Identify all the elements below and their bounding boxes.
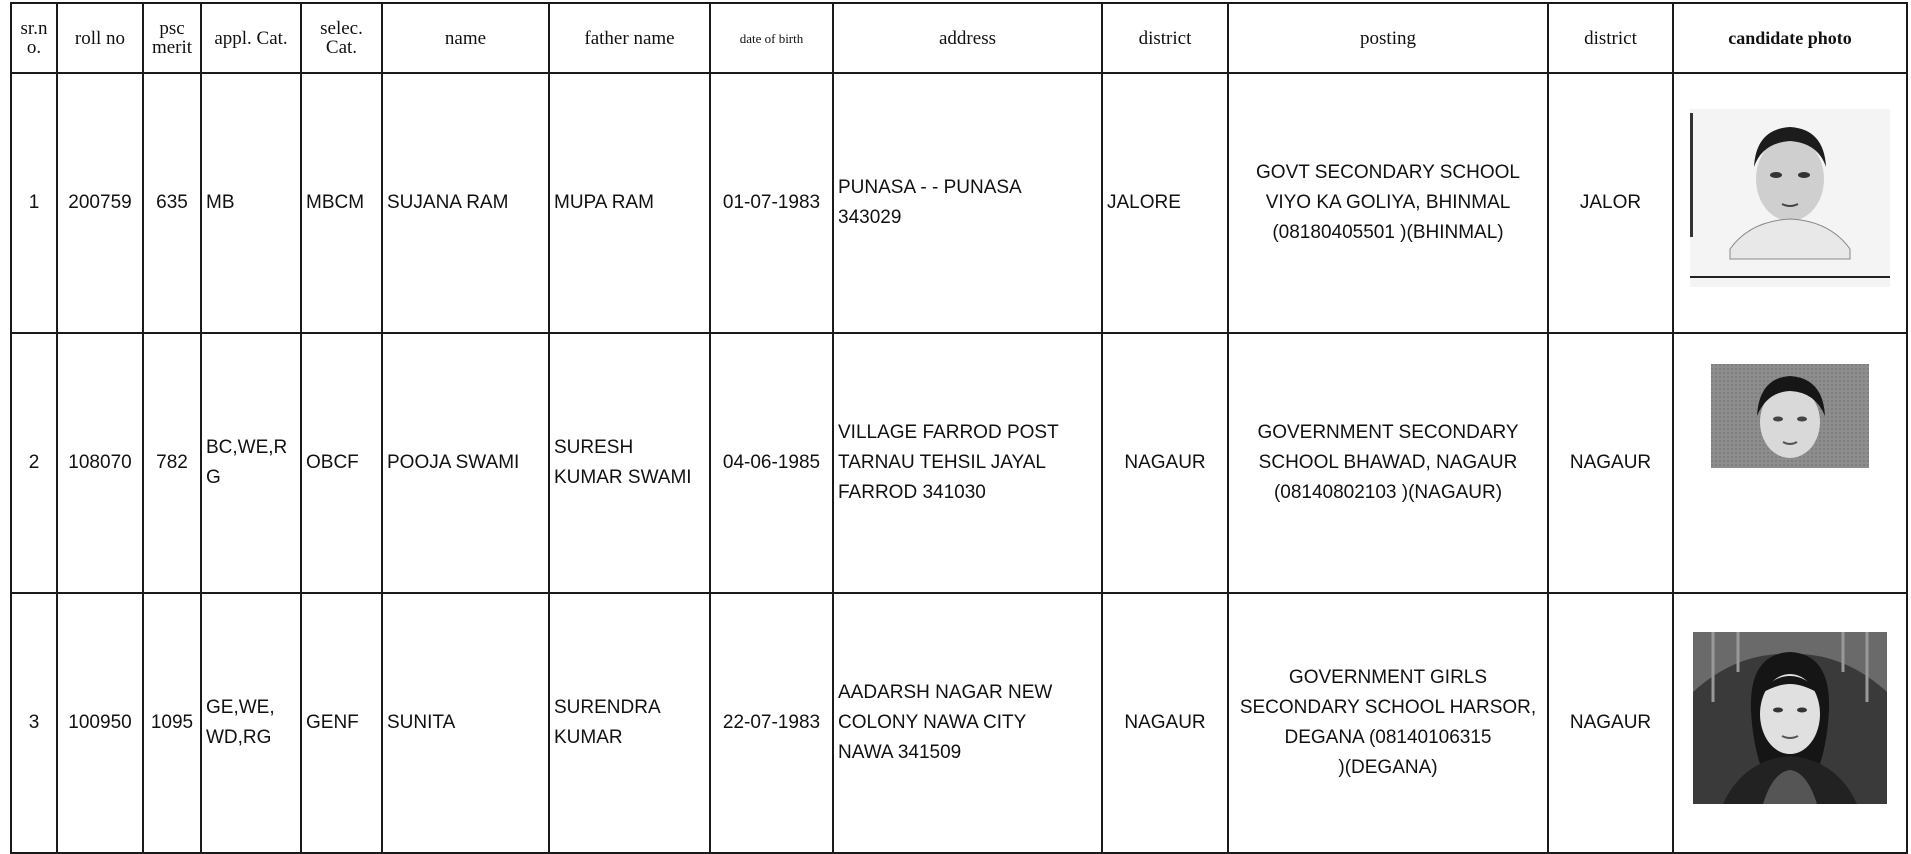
cell-address: VILLAGE FARROD POST TARNAU TEHSIL JAYAL FARROD 341030 — [833, 333, 1102, 593]
header-district: district — [1102, 3, 1228, 73]
cell-district: NAGAUR — [1102, 333, 1228, 593]
header-father-name: father name — [549, 3, 710, 73]
cell-srno: 2 — [11, 333, 57, 593]
cell-date-of-birth: 01-07-1983 — [710, 73, 833, 333]
cell-father-name: SURENDRA KUMAR — [549, 593, 710, 853]
table-row — [11, 73, 1907, 333]
header-date-of-birth: date of birth — [710, 3, 833, 73]
cell-district-2: NAGAUR — [1548, 593, 1673, 853]
cell-district: NAGAUR — [1102, 593, 1228, 853]
cell-psc-merit: 635 — [143, 73, 201, 333]
cell-father-name: MUPA RAM — [549, 73, 710, 333]
cell-posting: GOVT SECONDARY SCHOOL VIYO KA GOLIYA, BHINMAL (08180405501 )(BHINMAL) — [1228, 73, 1548, 333]
cell-name: POOJA SWAMI — [382, 333, 549, 593]
cell-name: SUJANA RAM — [382, 73, 549, 333]
cell-candidate-photo — [1673, 73, 1907, 333]
header-psc-merit: psc merit — [143, 3, 201, 73]
cell-srno: 3 — [11, 593, 57, 853]
cell-srno: 1 — [11, 73, 57, 333]
header-row — [11, 3, 1907, 73]
header-selec-cat: selec. Cat. — [301, 3, 382, 73]
table-row — [11, 333, 1907, 593]
cell-posting: GOVERNMENT GIRLS SECONDARY SCHOOL HARSOR, DEGANA (08140106315 )(DEGANA) — [1228, 593, 1548, 853]
cell-psc-merit: 782 — [143, 333, 201, 593]
header-name: name — [382, 3, 549, 73]
cell-district: JALORE — [1102, 73, 1228, 333]
cell-appl-cat: GE,WE, WD,RG — [201, 593, 301, 853]
cell-district-2: NAGAUR — [1548, 333, 1673, 593]
cell-father-name: SURESH KUMAR SWAMI — [549, 333, 710, 593]
cell-date-of-birth: 22-07-1983 — [710, 593, 833, 853]
cell-posting: GOVERNMENT SECONDARY SCHOOL BHAWAD, NAGAUR (08140802103 )(NAGAUR) — [1228, 333, 1548, 593]
cell-district-2: JALOR — [1548, 73, 1673, 333]
cell-candidate-photo — [1673, 333, 1907, 593]
cell-appl-cat: BC,WE,R G — [201, 333, 301, 593]
candidate-photo — [1693, 632, 1887, 804]
table-row — [11, 593, 1907, 853]
cell-candidate-photo — [1673, 593, 1907, 853]
cell-selec-cat: OBCF — [301, 333, 382, 593]
candidate-table — [10, 2, 1908, 854]
cell-appl-cat: MB — [201, 73, 301, 333]
cell-selec-cat: GENF — [301, 593, 382, 853]
header-appl-cat: appl. Cat. — [201, 3, 301, 73]
cell-address: AADARSH NAGAR NEW COLONY NAWA CITY NAWA 341509 — [833, 593, 1102, 853]
header-posting: posting — [1228, 3, 1548, 73]
cell-roll-no: 108070 — [57, 333, 143, 593]
cell-name: SUNITA — [382, 593, 549, 853]
header-district-2: district — [1548, 3, 1673, 73]
header-candidate-photo: candidate photo — [1673, 3, 1907, 73]
cell-date-of-birth: 04-06-1985 — [710, 333, 833, 593]
header-address: address — [833, 3, 1102, 73]
cell-psc-merit: 1095 — [143, 593, 201, 853]
header-roll-no: roll no — [57, 3, 143, 73]
header-srno: sr.n o. — [11, 3, 57, 73]
cell-address: PUNASA - - PUNASA 343029 — [833, 73, 1102, 333]
candidate-photo — [1711, 364, 1869, 468]
cell-roll-no: 100950 — [57, 593, 143, 853]
cell-selec-cat: MBCM — [301, 73, 382, 333]
candidate-photo — [1690, 109, 1890, 287]
cell-roll-no: 200759 — [57, 73, 143, 333]
